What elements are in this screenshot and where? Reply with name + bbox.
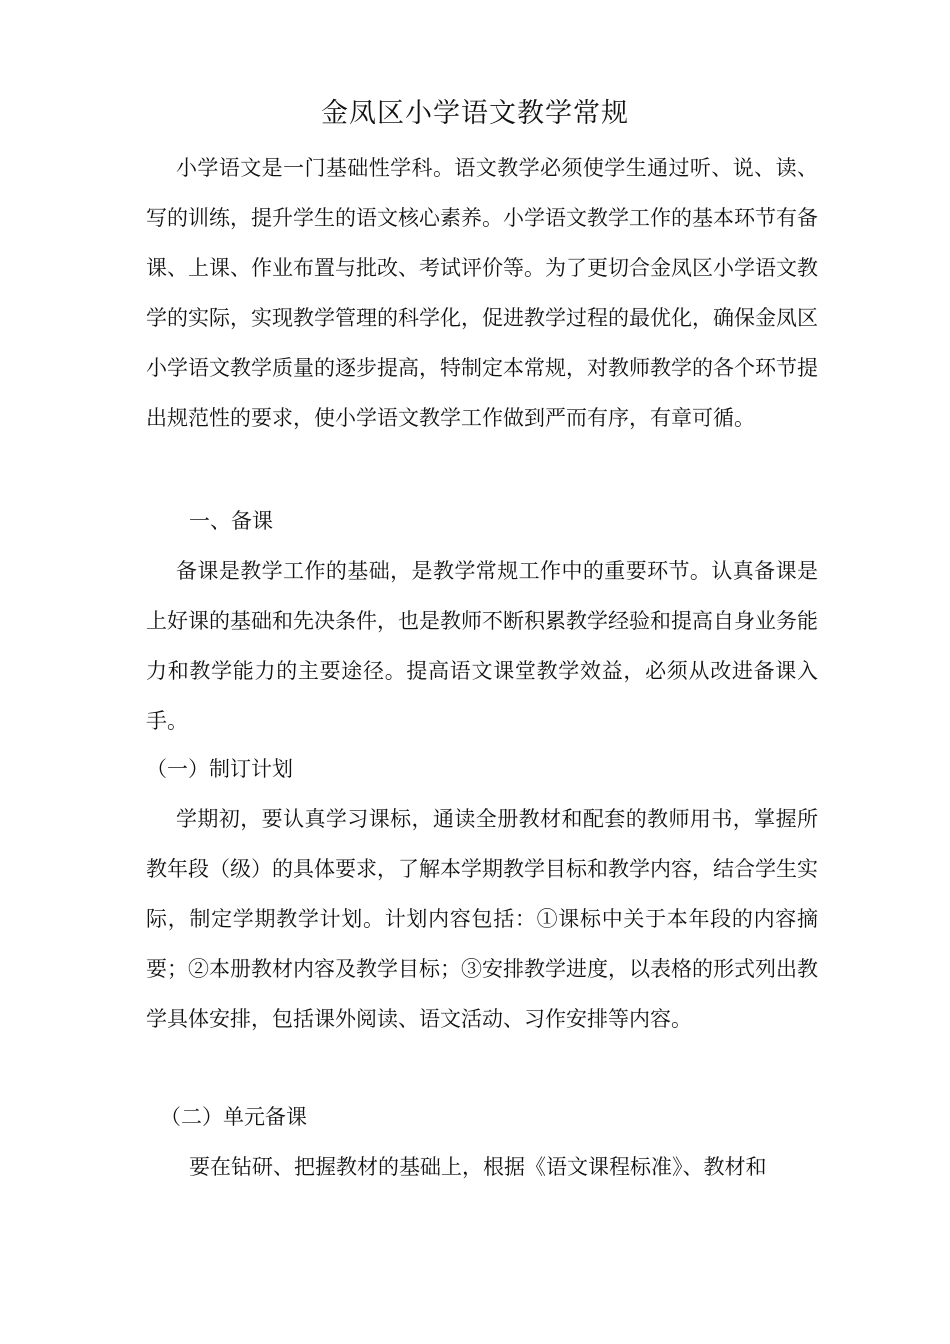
lesson-preparation-paragraph: 备课是教学工作的基础，是教学常规工作中的重要环节。认真备课是上好课的基础和先决条件，也是教师不断积累教学经验和提高自身业务能力和教学能力的主要途径。提高语文课堂教学效益，必须从改进备课入手。 bbox=[146, 559, 818, 733]
subsection-heading-make-plan: （一）制订计划 bbox=[146, 757, 293, 781]
subsection-heading-unit-preparation: （二）单元备课 bbox=[160, 1105, 307, 1129]
make-plan-paragraph: 学期初，要认真学习课标，通读全册教材和配套的教师用书，掌握所教年段（级）的具体要求，了解本学期教学目标和教学内容，结合学生实际，制定学期教学计划。计划内容包括：①课标中关于本年段的内容摘要；②本册教材内容及教学目标；③安排教学进度，以表格的形式列出教学具体安排，包括课外阅读、语文活动、习作安排等内容。 bbox=[146, 807, 818, 1031]
unit-preparation-paragraph: 要在钻研、把握教材的基础上，根据《语文课程标准》、教材和 bbox=[189, 1155, 767, 1179]
document-title: 金凤区小学语文教学常规 bbox=[321, 98, 629, 129]
intro-paragraph: 小学语文是一门基础性学科。语文教学必须使学生通过听、说、读、写的训练，提升学生的语文核心素养。小学语文教学工作的基本环节有备课、上课、作业布置与批改、考试评价等。为了更切合金凤区小学语文教学的实际，实现教学管理的科学化，促进教学过程的最优化，确保金凤区小学语文教学质量的逐步提高，特制定本常规，对教师教学的各个环节提出规范性的要求，使小学语文教学工作做到严而有序，有章可循。 bbox=[146, 156, 818, 430]
section-heading-lesson-preparation: 一、备课 bbox=[189, 509, 273, 533]
